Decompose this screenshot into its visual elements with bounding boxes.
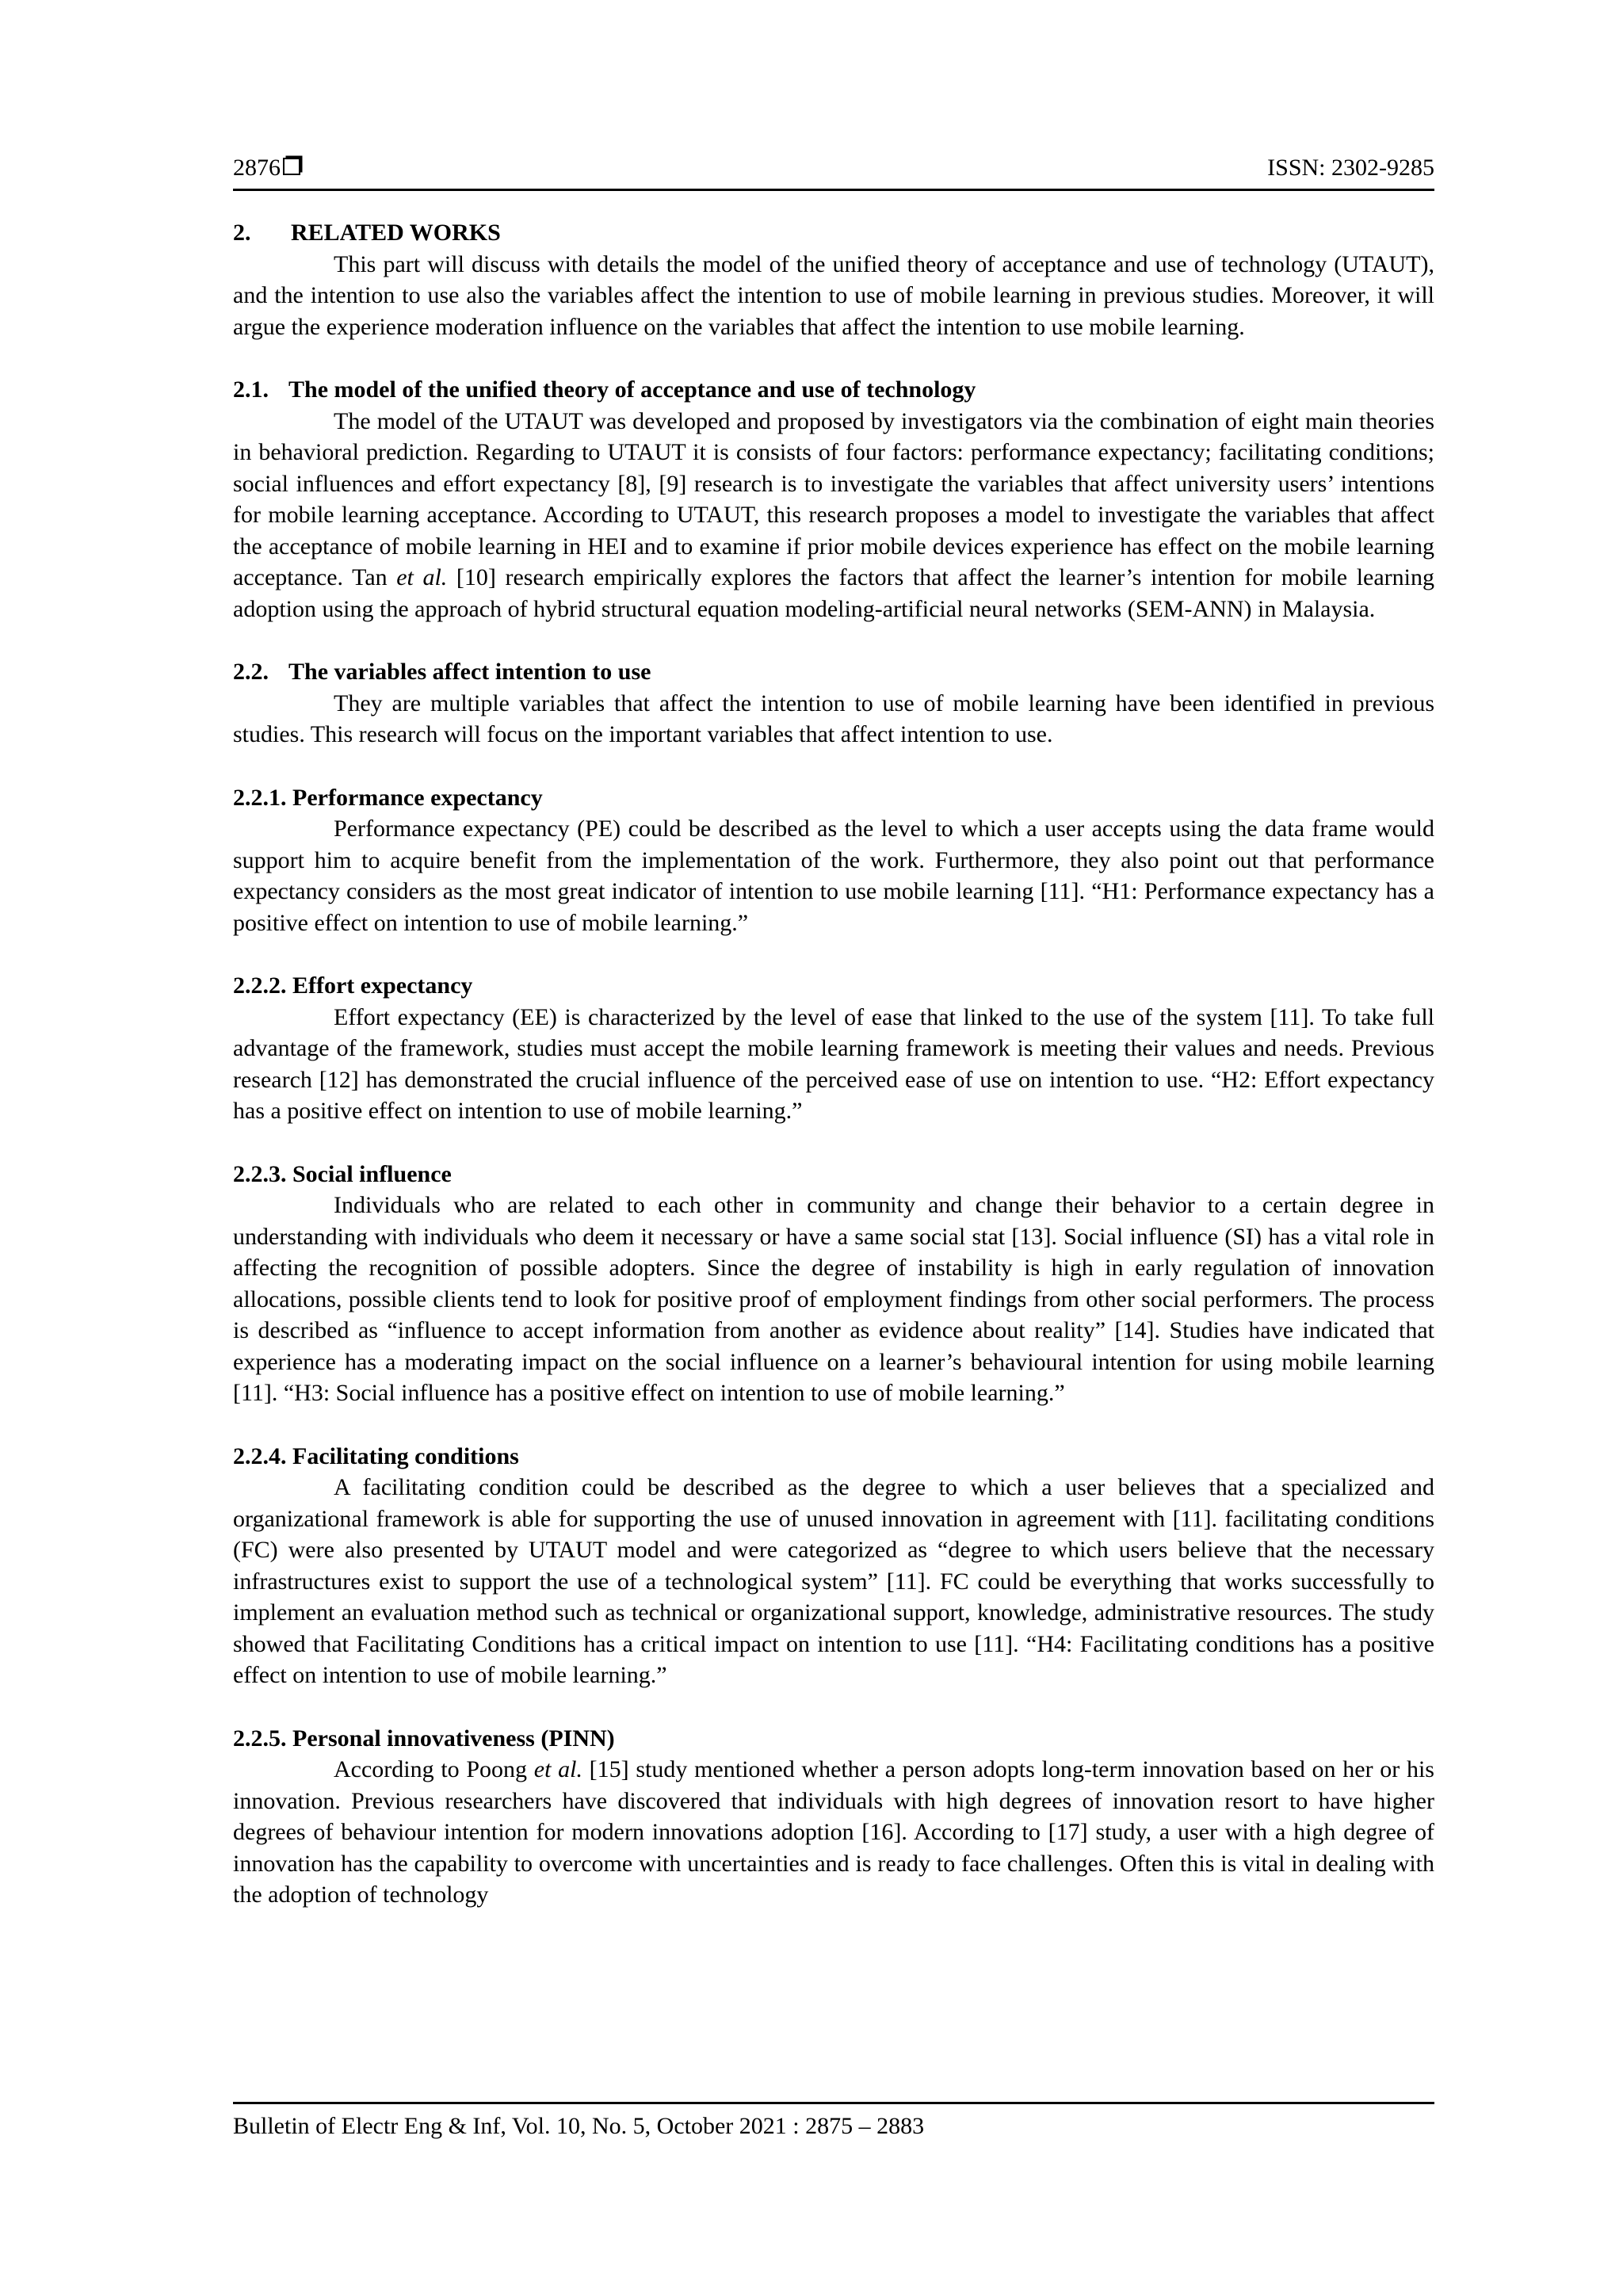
section-heading bbox=[233, 217, 1434, 249]
article-body bbox=[233, 217, 1434, 1911]
paragraph-social-influence: Individuals who are related to each other in community and change their behavior to a certain degree in understanding with individuals who deem it necessary or have a same social stat [13]. Social influence (SI) has a vital role in affecting the recognition of possible adopters. Since the degree of instability is high in early regulation of innovation allocations, possible clients tend to look for positive proof of employment findings from other social performers. The process is described as “influence to accept information from another as evidence about reality” [14]. Studies have indicated that experience has a moderating impact on the social influence on a learner’s behavioural intention for using mobile learning [11]. “H3: Social influence has a positive effect on intention to use of mobile learning.” bbox=[233, 1192, 1434, 1406]
heading-facilitating-conditions: 2.2.4. Facilitating conditions bbox=[233, 1442, 519, 1469]
text-run: [15] study mentioned whether a person adopts long-term innovation based on her or his innovation. Previous researchers have discovered that individuals with high degrees of innovation resort to have higher degrees of behaviour intention for modern innovations adoption [16]. According to [17] study, a user with a high degree of innovation has the capability to overcome with uncertainties and is ready to face challenges. Often this is vital in dealing with the adoption of technology bbox=[233, 1756, 1434, 1908]
section-intro: This part will discuss with details the model of the unified theory of acceptance and use of technology (UTAUT), and the intention to use also the variables affect the intention to use of mobile learning in previous studies. Moreover, it will argue the experience moderation influence on the variables that affect the intention to use mobile learning. bbox=[233, 250, 1434, 340]
heading-performance-expectancy: 2.2.1. Performance expectancy bbox=[233, 784, 543, 811]
heading-personal-innovativeness: 2.2.5. Personal innovativeness (PINN) bbox=[233, 1725, 615, 1752]
paragraph-effort-expectancy: Effort expectancy (EE) is characterized by the level of ease that linked to the use of the system [11]. To take full advantage of the framework, studies must accept the mobile learning framework is meeting their values and needs. Previous research [12] has demonstrated the crucial influence of the perceived ease of use on intention to use. “H2: Effort expectancy has a positive effect on intention to use of mobile learning.” bbox=[233, 1003, 1434, 1124]
page-footer bbox=[233, 2102, 1434, 2141]
subsection-heading-2-2 bbox=[233, 656, 1434, 688]
issn: ISSN: 2302-9285 bbox=[1267, 155, 1434, 181]
text-run: [10] research empirically explores the factors that affect the learner’s intention for mobile learning adoption using the approach of hybrid structural equation modeling-artificial neural networks (SEM-ANN) in Malaysia. bbox=[233, 564, 1434, 622]
heading-social-influence: 2.2.3. Social influence bbox=[233, 1160, 452, 1187]
paragraph-facilitating-conditions: A facilitating condition could be described as the degree to which a user believes that a specialized and organizational framework is able for supporting the use of unused innovation in agreement with [11]. facilitating conditions (FC) were also presented by UTAUT model and were categorized as “degree to which users believe that the necessary infrastructures exist to support the use of a technological system” [11]. FC could be everything that works successfully to implement an evaluation method such as technical or organizational support, knowledge, administrative resources. The study showed that Facilitating Conditions has a critical impact on intention to use [11]. “H4: Facilitating conditions has a positive effect on intention to use of mobile learning.” bbox=[233, 1474, 1434, 1688]
section-number: 2. bbox=[233, 220, 251, 246]
page-number bbox=[233, 154, 300, 182]
paragraph-utaut bbox=[233, 406, 1434, 625]
subsection-number: 2.2. bbox=[233, 659, 269, 685]
page-header bbox=[233, 154, 1434, 191]
text-run-italic: et al. bbox=[396, 564, 448, 590]
paragraph-performance-expectancy: Performance expectancy (PE) could be described as the level to which a user accepts using the data frame would support him to acquire benefit from the implementation of the work. Furthermore, they also point out that performance expectancy considers as the most great indicator of intention to use mobile learning [11]. “H1: Performance expectancy has a positive effect on intention to use of mobile learning.” bbox=[233, 816, 1434, 936]
text-run: According to Poong bbox=[334, 1756, 534, 1782]
text-run-italic: et al. bbox=[533, 1756, 582, 1782]
paragraph-variables: They are multiple variables that affect the intention to use of mobile learning have been identified in previous studies. This research will focus on the important variables that affect intention to use. bbox=[233, 690, 1434, 747]
text-run: The model of the UTAUT was developed and proposed by investigators via the combination of eight main theories in behavioral prediction. Regarding to UTAUT it is consists of four factors: performance expectancy; facilitating conditions; social influences and effort expectancy [8], [9] research is to investigate the variables that affect university users’ intentions for mobile learning acceptance. According to UTAUT, this research proposes a model to investigate the variables that affect the acceptance of mobile learning in HEI and to examine if prior mobile devices experience has effect on the mobile learning acceptance. Tan bbox=[233, 407, 1434, 590]
journal-citation: Bulletin of Electr Eng & Inf, Vol. 10, No. 5, October 2021 : 2875 – 2883 bbox=[233, 2113, 925, 2139]
subsection-title: The variables affect intention to use bbox=[288, 659, 651, 685]
page-box-icon bbox=[283, 158, 300, 175]
subsection-title: The model of the unified theory of acceptance and use of technology bbox=[288, 376, 976, 403]
section-title: RELATED WORKS bbox=[291, 220, 501, 246]
page-number-text: 2876 bbox=[233, 155, 281, 181]
heading-effort-expectancy: 2.2.2. Effort expectancy bbox=[233, 972, 473, 999]
subsection-number: 2.1. bbox=[233, 376, 269, 403]
subsection-heading-2-1 bbox=[233, 374, 1434, 406]
paragraph-personal-innovativeness bbox=[233, 1754, 1434, 1911]
